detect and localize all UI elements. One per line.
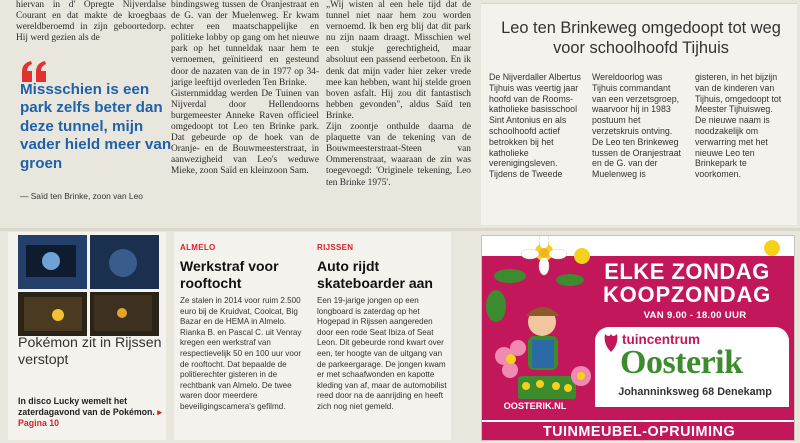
article-intro-text: hiervan in d' Opregte Nijverdalse Courant en dat makte de kroegbaas wereldberoemd in zijn geboortedorp. Hij werd gezien als de [16, 0, 166, 44]
article-location: ALMELO [180, 243, 216, 252]
ad-bottom-band [482, 420, 795, 441]
article-column-3: „Wij wisten al een hele tijd dat de tunnel niet naar hem zou worden vernoemd. Ik ben erg blij dat dit park nu zijn naam draagt. Misschien wel een stukje gerechtigheid, maar absoluut een passend eerbetoon. En ik denk dat mijn vader hier zeker vrede mee kan hebben, want hij stelde groen boven asfalt. Hij zou dit fantastisch hebben gevonden", aldus Saïd ten Brinke. Zijn zoontje onthulde daarna de plaquette van de tekening van de Bouwmeesterstraat-Steen van Ommerenstraat, waaraan de zin was toegevoegd: 'Originele tekening, Leo ten Brinke 1975'. [326, 0, 471, 188]
pokemon-teaser-title: Pokémon zit in Rijssen verstopt [18, 335, 162, 368]
news-article-rijssen [311, 232, 451, 440]
sidebar-article-col-a: De Nijverdaller Albertus Tijhuis was veertig jaar hoofd van de Rooms-katholieke basisschool Sint Antonius en als schoolhoofd actief betrokken bij het katholieke verenigingsleven. Tijdens de Tweede [489, 72, 581, 180]
pokemon-teaser-text: In disco Lucky wemelt het zaterdagavond van de Pokémon. [18, 396, 155, 417]
news-article-almelo [174, 232, 314, 440]
ad-opening-hours: VAN 9.00 - 18.00 UUR [643, 310, 747, 321]
page-reference-link[interactable]: ▸ Pagina 10 [18, 407, 162, 428]
pull-quote: Missschien is een park zelfs beter dan deze tunnel, mijn vader hield meer van groen [20, 81, 172, 172]
ad-brand-small: tuincentrum [622, 332, 701, 347]
sidebar-article-col-b: Wereldoorlog was Tijhuis commandant van een verzetsgroep, waarvoor hij in 1983 postuum het verzetskruis ontving. De Leo ten Brinkeweg tussen de Oranjestraat en de G. van der Muelenweg is [592, 72, 681, 180]
sidebar-article-title: Leo ten Brinkeweg omgedoopt tot weg voor schoolhoofd Tijhuis [501, 19, 781, 57]
quote-source: — Saïd ten Brinke, zoon van Leo [20, 191, 143, 201]
sidebar-article-col-c: gisteren, in het bijzijn van de kinderen van Tijhuis, omgedoopt tot Meester Tijhuisweg. De nieuwe naam is noodzakelijk om verwarring met het nieuwe Leo ten Brinkepark te voorkomen. [695, 72, 782, 180]
ad-headline-line2: KOOPZONDAG [602, 282, 772, 307]
pokemon-teaser-subtitle [18, 396, 168, 429]
pokemon-teaser[interactable] [8, 232, 166, 440]
ad-headline-line1: ELKE ZONDAG [604, 259, 770, 284]
ad-brand-name: Oosterik [620, 344, 743, 381]
tuincentrum-advertisement[interactable] [481, 235, 795, 441]
quote-column [8, 0, 172, 225]
sidebar-article-box [481, 3, 797, 225]
ad-bottom-text: TUINMEUBEL-OPRUIMING [542, 424, 736, 440]
section-divider [0, 228, 800, 231]
article-headline: Werkstraf voor rooftocht [180, 258, 279, 291]
article-body: Een 19-jarige jongen op een longboard is zaterdag op het Hogepad in Rijssen aangereden door een rode Seat Ibiza of Seat Leon. Dit gebeurde rond kwart over een, ter hoogte van de uitgang van de parkeergarage. De jongen kwam er met schaafwonden en kapotte kleding van af, maar de automobilist reed door na de aanrijding en heeft zich nog niet gemeld. [317, 296, 447, 411]
ad-address: Johanninksweg 68 Denekamp [618, 386, 772, 398]
article-headline: Auto rijdt skateboarder aan [317, 258, 433, 291]
pokemon-disco-photo [18, 235, 159, 336]
article-column-2: bindingsweg tussen de Oranjestraat en de G. van der Muelenweg. Er kwam echter een maatschappelijke en politieke lobby op gang om het nieuwe park op het tunneldak naar hem te vernoemen, geïnitieerd en gesteund door de nazaten van de in 1977 op 34-jarige leeftijd overleden Ten Brinke. Gisternmiddag werden De Tuinen van Nijverdal door Hellendoorns burgemeester Anneke Raven officieel omgedoopt tot Leo ten Brinke park. Dat gebeurde op de hoek van de Oranje- en de Bouwmeesterstraat, in aanwezigheid van Leo's weduwe Mieke, zoon Saïd en kleinzoon Sam. [171, 0, 319, 177]
article-body: Ze stalen in 2014 voor ruim 2.500 euro bij de Kruidvat, Coolcat, Big Bazar en de HEMA in Almelo. Rianka B. en Pascal C. uit Venray kregen een werkstraf van respectievelijk 50 en 100 uur voor de rooftocht. Dat bepaalde de politierechter gisteren in de rechtbank van Almelo. De twee waren door meerdere beveiligingscamera's gefilmd. [180, 296, 302, 411]
article-location: RIJSSEN [317, 243, 354, 252]
ad-website-link[interactable]: OOSTERIK.NL [492, 399, 578, 414]
